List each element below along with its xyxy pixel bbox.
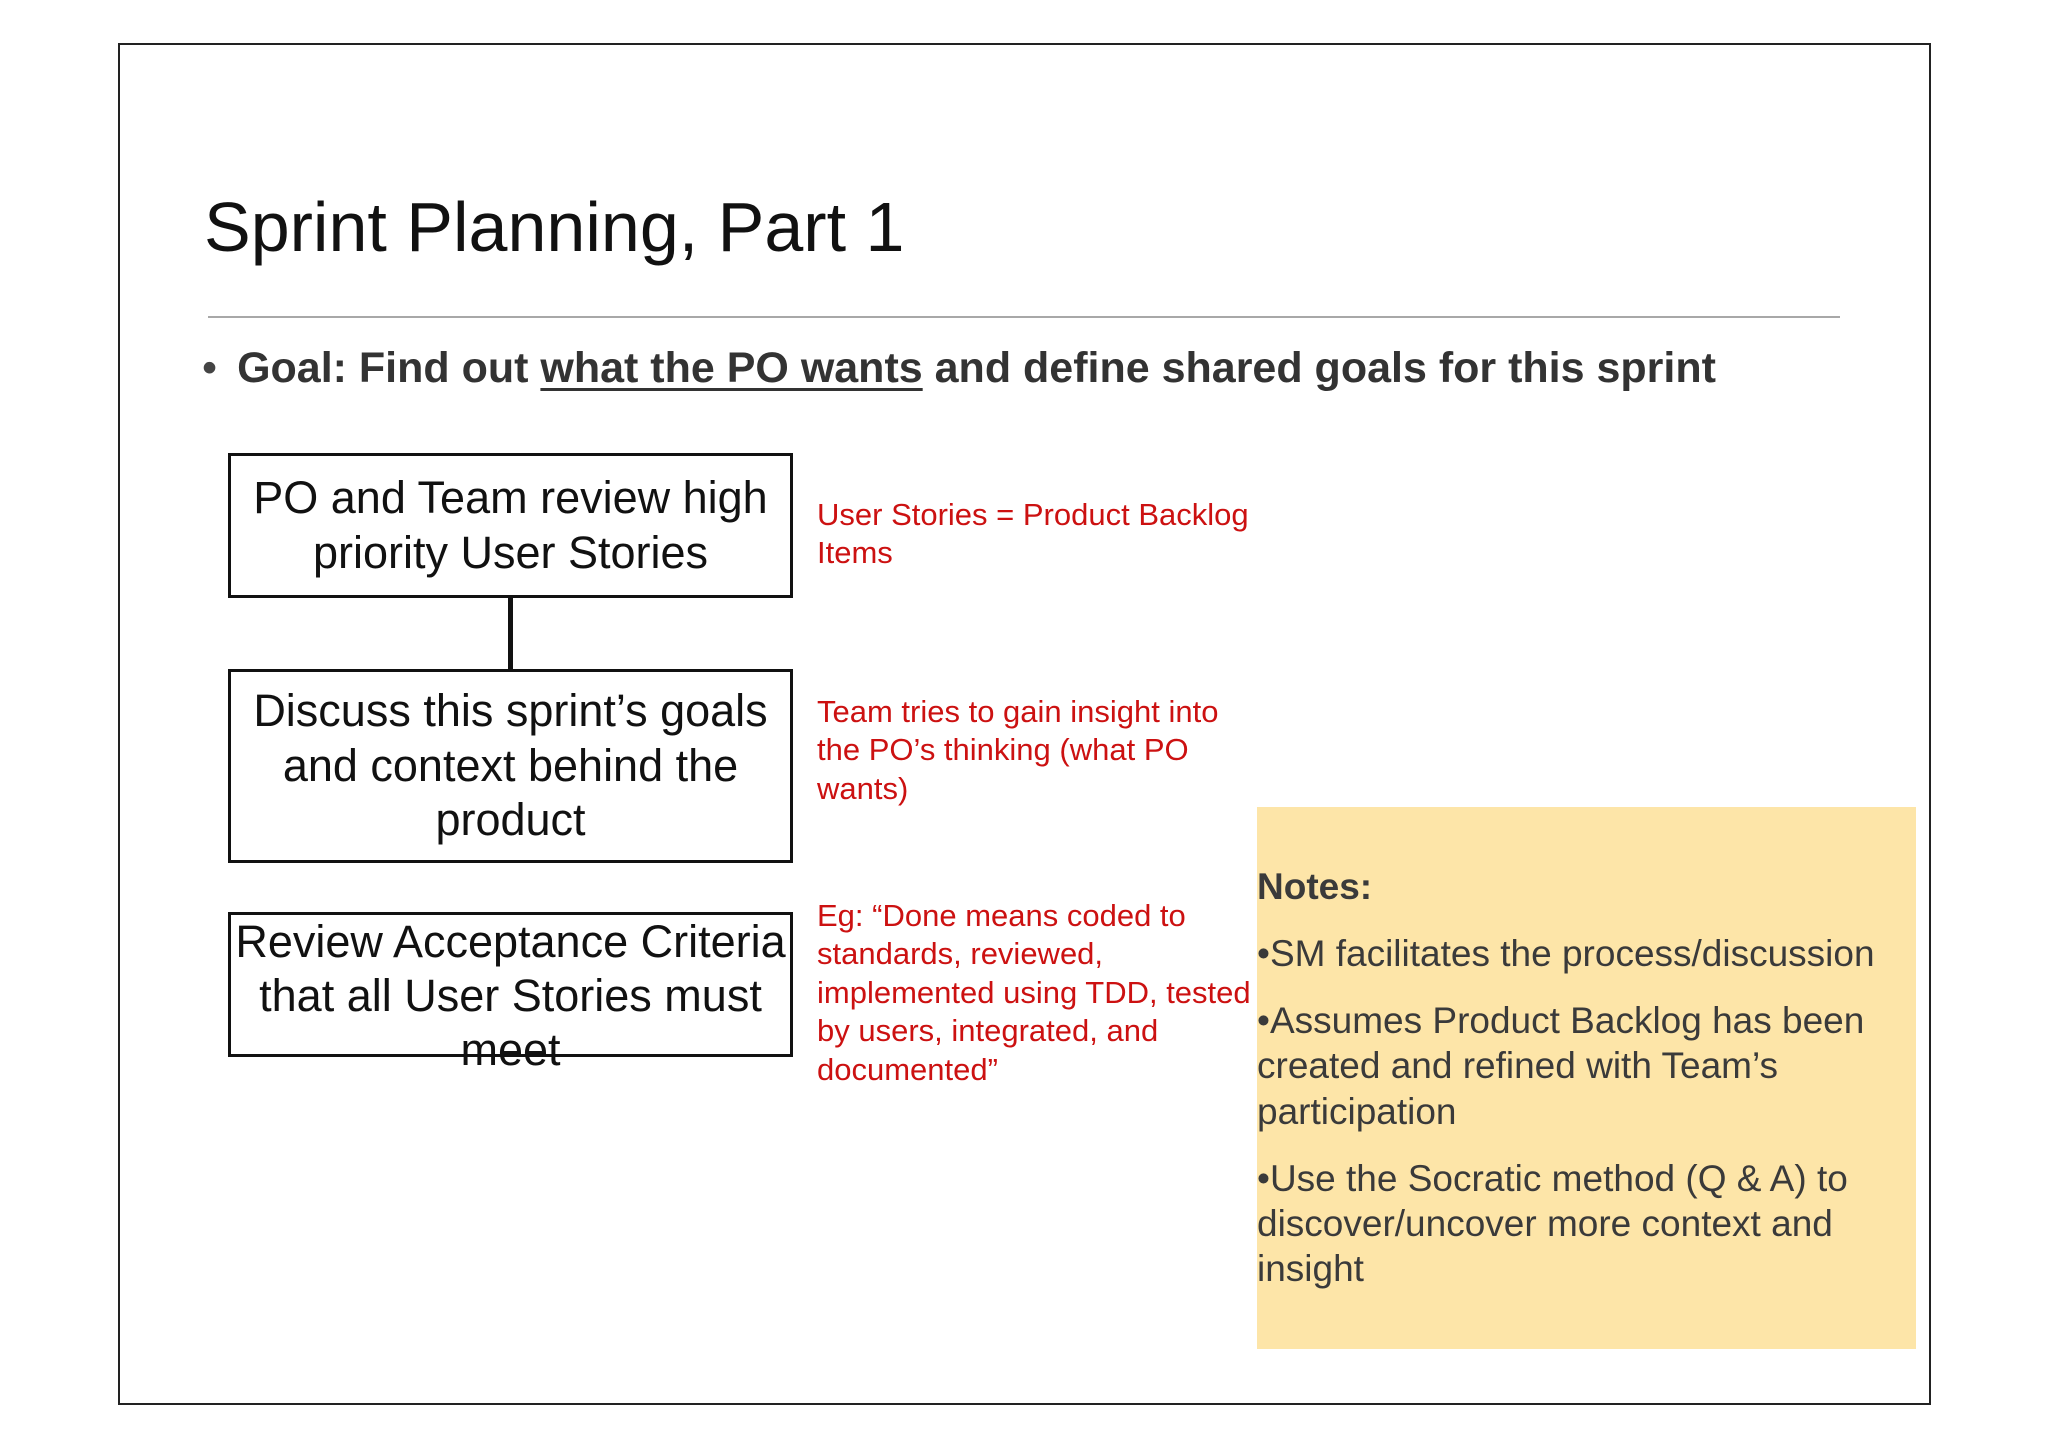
annotation-done-definition: Eg: “Done means coded to standards, reviewed, implemented using TDD, tested by users, integrated, and documented” (817, 898, 1251, 1087)
notes-content (1257, 864, 1916, 1313)
annotation-user-stories: User Stories = Product Backlog Items (817, 497, 1249, 571)
flow-step-review-stories (228, 453, 793, 598)
flow-step-label: Discuss this sprint’s goals and context behind the product (253, 684, 768, 846)
notes-item: •Assumes Product Backlog has been created and refined with Team’s participation (1257, 1000, 1865, 1132)
flow-step-label: Review Acceptance Criteria that all User Stories must meet (235, 916, 786, 1075)
notes-heading: Notes: (1257, 866, 1373, 907)
notes-item: •Use the Socratic method (Q & A) to discover/uncover more context and insight (1257, 1157, 1848, 1289)
title-divider (208, 316, 1840, 318)
goal-suffix: and define shared goals for this sprint (922, 344, 1716, 392)
goal-bullet-line (202, 345, 1716, 392)
bullet-marker: • (202, 344, 218, 392)
notes-item: •SM facilitates the process/discussion (1257, 933, 1875, 975)
flow-step-label: PO and Team review high priority User Stories (253, 471, 768, 578)
goal-prefix: Goal: Find out (237, 344, 541, 392)
flow-connector (508, 597, 513, 670)
flow-step-acceptance-criteria (228, 912, 793, 1075)
flow-step-discuss-goals (228, 669, 793, 863)
annotation-team-insight: Team tries to gain insight into the PO’s thinking (what PO wants) (817, 694, 1219, 806)
goal-underlined-text: what the PO wants (540, 344, 923, 392)
slide-title: Sprint Planning, Part 1 (204, 188, 905, 266)
